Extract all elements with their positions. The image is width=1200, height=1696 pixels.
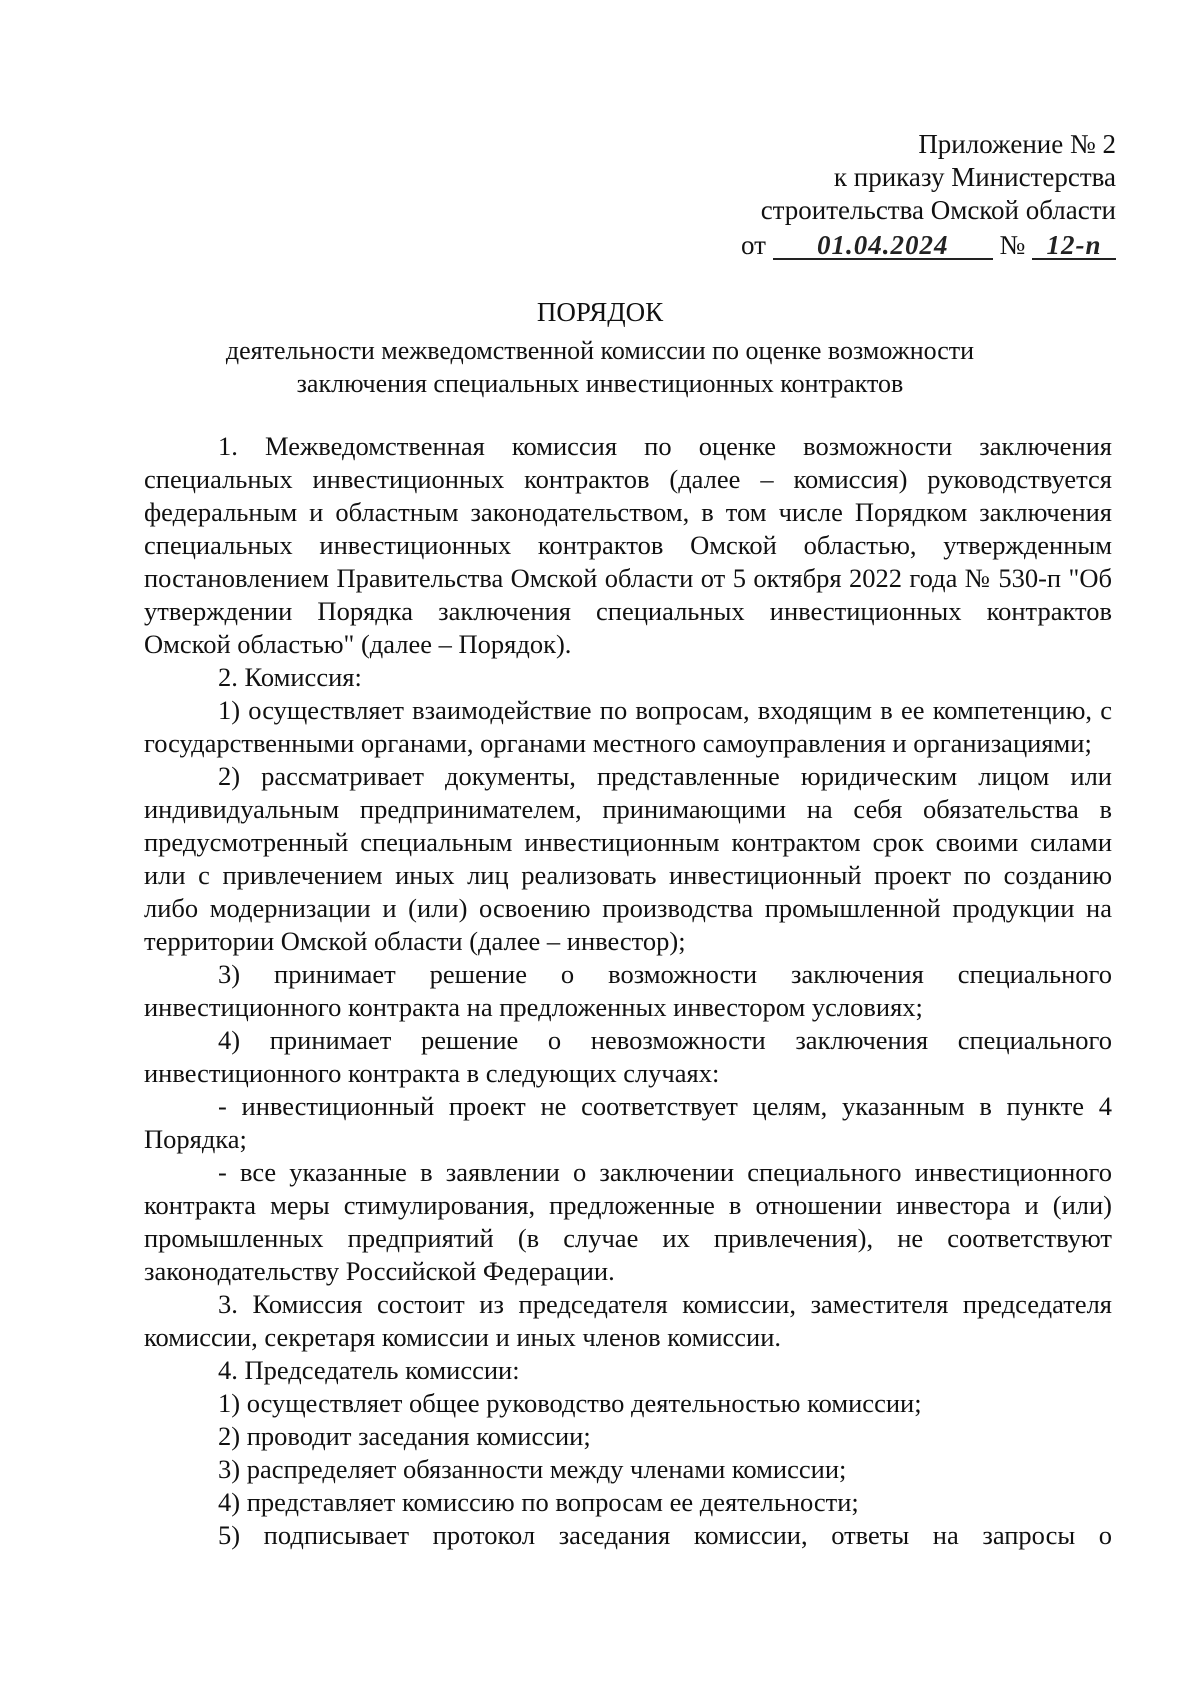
paragraph-4-item-3: 3) распределяет обязанности между членами комиссии; — [218, 1454, 847, 1484]
handwritten-date: 01.04.2024 — [773, 232, 993, 260]
document-body — [144, 430, 1112, 1552]
date-prefix: от — [741, 230, 766, 260]
paragraph-4-item-2: 2) проводит заседания комиссии; — [218, 1421, 591, 1451]
order-date-line — [741, 229, 1116, 262]
document-subtitle — [0, 334, 1200, 400]
appendix-title: Приложение № 2 — [918, 129, 1116, 159]
paragraph-4-item-4: 4) представляет комиссию по вопросам ее деятельности; — [218, 1487, 859, 1517]
paragraph-2: 2. Комиссия: — [218, 662, 362, 692]
paragraph-2-item-4: 4) принимает решение о невозможности заключения специального инвестиционного контракта в следующих случаях: — [144, 1025, 1112, 1088]
paragraph-4-item-1: 1) осуществляет общее руководство деятельностью комиссии; — [218, 1388, 922, 1418]
subtitle-line-2: заключения специальных инвестиционных контрактов — [296, 369, 904, 398]
appendix-order-ref: к приказу Министерства — [833, 162, 1116, 192]
paragraph-1: 1. Межведомственная комиссия по оценке возможности заключения специальных инвестиционных контрактов (далее – комиссия) руководствуется федеральным и областным законодательством, в том числе Порядком заключения специальных инвестиционных контрактов Омской областью, утвержденным постановлением Правительства Омской области от 5 октября 2022 года № 530-п "Об утверждении Порядка заключения специальных инвестиционных контрактов Омской областью" (далее – Порядок). — [144, 431, 1112, 659]
paragraph-2-item-3: 3) принимает решение о возможности заключения специального инвестиционного контракта на предложенных инвестором условиях; — [144, 959, 1112, 1022]
paragraph-2-item-2: 2) рассматривает документы, представленные юридическим лицом или индивидуальным предпринимателем, принимающими на себя обязательства в предусмотренный специальным инвестиционным контрактом срок своими силами или с привлечением иных лиц реализовать инвестиционный проект по созданию либо модернизации и (или) освоению производства промышленной продукции на территории Омской области (далее – инвестор); — [144, 761, 1112, 956]
number-prefix: № — [999, 230, 1026, 260]
paragraph-3: 3. Комиссия состоит из председателя комиссии, заместителя председателя комиссии, секретаря комиссии и иных членов комиссии. — [144, 1289, 1112, 1352]
paragraph-4-item-5: 5) подписывает протокол заседания комиссии, ответы на запросы о — [218, 1520, 1112, 1550]
paragraph-2-item-4-bullet-2: - все указанные в заявлении о заключении специального инвестиционного контракта меры стимулирования, предложенные в отношении инвестора и (или) промышленных предприятий (в случае их привлечения), не соответствуют законодательству Российской Федерации. — [144, 1157, 1112, 1286]
paragraph-2-item-4-bullet-1: - инвестиционный проект не соответствует целям, указанным в пункте 4 Порядка; — [144, 1091, 1112, 1154]
paragraph-4: 4. Председатель комиссии: — [218, 1355, 520, 1385]
appendix-header — [741, 128, 1116, 262]
document-title: ПОРЯДОК — [536, 297, 664, 327]
handwritten-number: 12-п — [1032, 232, 1116, 260]
subtitle-line-1: деятельности межведомственной комиссии по оценке возможности — [225, 336, 975, 365]
paragraph-2-item-1: 1) осуществляет взаимодействие по вопросам, входящим в ее компетенцию, с государственными органами, органами местного самоуправления и организациями; — [144, 695, 1112, 758]
appendix-ministry: строительства Омской области — [760, 195, 1116, 225]
